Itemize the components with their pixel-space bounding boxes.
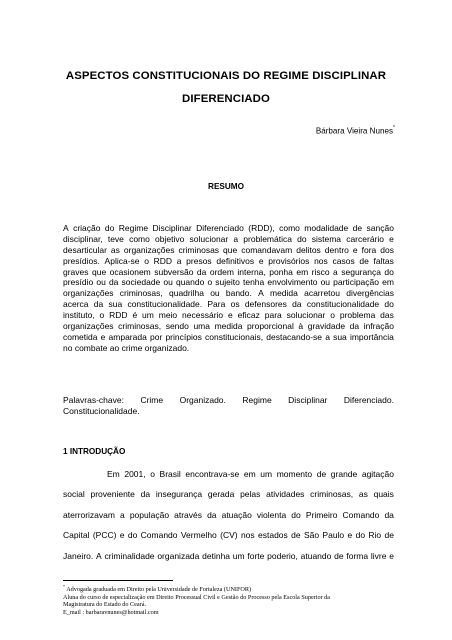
abstract-word: que [91,266,107,277]
introduction-word: encontrava-se [185,468,240,479]
abstract-word: solucionar [286,310,326,321]
abstract-word: e [352,244,358,255]
introduction-word: da [207,509,217,520]
abstract-word: Para [207,299,226,310]
abstract-line [63,288,394,299]
introduction-word: atuação [221,509,252,520]
abstract-word: a [325,331,330,342]
introduction-word: A [96,550,102,561]
abstract-body [63,223,394,354]
abstract-word: RDD [109,310,128,321]
abstract-word: RDD [153,255,173,266]
abstract-word: princípios [165,331,202,342]
abstract-word: Regime [118,223,149,233]
abstract-word: infração [363,321,394,332]
introduction-word: de [334,550,344,561]
abstract-word: um [142,310,154,321]
abstract-word: definitivos [216,255,255,266]
abstract-line: no combate ao crime organizado. [63,342,190,353]
abstract-word: da [196,266,207,277]
introduction-word: gerada [207,489,235,499]
abstract-word: modalidade [304,223,349,233]
introduction-word: Comando [342,509,380,520]
keyword-word: Diferenciado. [343,395,394,405]
author-name [316,126,395,136]
abstract-word: de [352,223,363,233]
abstract-word: a [176,255,182,266]
abstract-word: organizações [63,288,114,299]
abstract-word: a [233,233,239,244]
abstract-word: gravidade [307,321,346,332]
abstract-word: acarretou [304,288,341,299]
abstract-word: destacando-se [266,331,323,342]
keywords [63,395,394,417]
abstract-word: do [384,266,394,277]
abstract-word: faltas [373,255,394,266]
abstract-word: e [228,310,233,321]
abstract-word: dos [380,244,394,255]
abstract-word: teve [107,233,124,244]
abstract-line [63,234,394,245]
introduction-word: através [174,509,202,520]
abstract-word: dentro [324,244,349,255]
abstract-word: como [129,233,150,244]
abstract-word: criminosas, [119,288,163,299]
abstract-word: participação [333,277,379,288]
abstract-word: à [298,321,304,332]
abstract-word: objetivo [155,233,185,244]
introduction-word: insegurança [155,489,203,499]
introduction-word: criminalidade [104,550,155,561]
abstract-word: envolvimento [267,277,318,288]
abstract-word: em [382,277,394,288]
abstract-word: das [380,310,394,321]
abstract-word: quando [175,277,205,288]
introduction-word: social [63,489,85,499]
introduction-word: Brasil [159,468,181,479]
abstract-word: criminosas, [118,321,162,332]
introduction-word: proveniente [90,489,135,499]
introduction-word: criminosas, [310,489,354,499]
abstract-word: sua [108,299,123,310]
introduction-word: da [384,509,394,520]
abstract-word: defensores [244,299,287,310]
abstract-heading: RESUMO [208,182,244,191]
abstract-word: sua [333,331,347,342]
introduction-word: de [316,468,327,479]
abstract-word: o [207,277,213,288]
introduction-word: as [358,489,368,499]
introduction-word: do [291,509,301,520]
abstract-word: Aplica-se [104,255,140,266]
introduction-word: violenta [256,509,287,520]
keyword-word: Organizado. [179,395,226,405]
abstract-word: criminosas [178,244,220,255]
keyword-word: Regime [242,395,272,405]
abstract-word: sistema [311,233,342,244]
abstract-word: cometida [63,331,98,342]
introduction-word: Rio [368,530,382,540]
abstract-word: ou [210,288,220,299]
introduction-line [63,551,394,562]
introduction-word: forma [346,550,369,561]
abstract-word: nos [314,255,328,266]
keyword-word: Crime [140,395,164,405]
introduction-word: momento [276,468,313,479]
introduction-line [63,530,394,541]
footnote-line-1 [63,583,330,594]
introduction-word: um [260,468,273,479]
abstract-line [63,267,394,278]
section-heading-introduction: 1 INTRODUÇÃO [63,447,126,456]
abstract-word: medida [269,288,298,299]
abstract-word: delitos [296,244,321,255]
abstract-line [63,256,394,267]
abstract-word: o [330,310,335,321]
paper-title-line-2: DIFERENCIADO [182,93,270,105]
footnote-divider [63,580,173,581]
abstract-word: tenha [242,277,265,288]
footnotes [63,583,330,616]
abstract-word: constitucionais, [204,331,264,342]
abstract-word: ou [320,277,331,288]
footnote-line-4: E_mail : barbaravnunes@hotmail.com [63,608,159,616]
abstract-word: da [93,299,104,310]
abstract-word: Disciplinar [152,223,192,233]
introduction-word: do [355,530,366,540]
abstract-line [63,332,394,343]
keywords-line-2: Constitucionalidade. [63,405,140,416]
abstract-word: disciplinar, [63,233,103,244]
abstract-word: quadrilha [168,288,204,299]
abstract-word: constitucionalidade [306,299,380,310]
abstract-word: provisórios [268,255,310,266]
abstract-line [63,321,394,332]
abstract-word: solucionar [189,233,229,244]
abstract-word: por [149,331,163,342]
introduction-word: atividades [266,489,305,499]
abstract-word: meio [158,310,178,321]
abstract-word: o [144,255,149,266]
abstract-word: para [264,310,282,321]
author-name-text: Bárbara Vieira Nunes [315,126,394,136]
introduction-word: um [232,550,245,561]
abstract-word: proporcional [247,321,294,332]
abstract-word: de [359,255,369,266]
abstract-word: do [297,233,307,244]
abstract-word: em [296,266,309,277]
abstract-word: o [99,310,105,321]
abstract-word: e [258,255,264,266]
abstract-word: a [333,266,338,277]
abstract-line [63,277,394,288]
paper-title-line-1: ASPECTOS CONSTITUCIONAIS DO REGIME DISCIPLINAR [65,70,387,82]
introduction-word: de [291,530,301,540]
abstract-word: ponha [269,266,293,277]
abstract-word: ou [163,277,173,288]
abstract-word: risco [311,266,330,277]
introduction-word: de [384,530,394,540]
abstract-word: fora [361,244,377,255]
introduction-word: o [150,468,155,479]
abstract-word: A [63,223,69,233]
abstract-word: da [349,321,360,332]
abstract-word: presídio [63,277,94,288]
abstract-word: organizações [123,244,175,255]
abstract-word: criação [73,223,101,233]
introduction-line [63,489,394,500]
abstract-line [63,299,394,310]
author-footnote-marker: * [393,125,395,131]
abstract-word: sociedade [121,277,161,288]
introduction-word: livre [370,550,387,561]
abstract-word: as [110,244,120,255]
abstract-line [63,245,394,256]
abstract-word: e [389,233,394,244]
abstract-word: que [223,244,238,255]
introduction-word: forte [247,550,265,561]
introduction-word: da [140,489,151,499]
abstract-word: ou [96,277,106,288]
abstract-word: segurança [341,266,381,277]
introduction-word: Primeiro [305,509,338,520]
abstract-word: A [258,288,264,299]
introduction-word: quais [373,489,394,499]
introduction-word: atuando [300,550,332,561]
introduction-word: (PCC) [92,530,117,540]
introduction-word: 2001, [124,468,146,479]
abstract-word: e [100,331,106,342]
abstract-word: como [279,223,300,233]
keyword-word: Palavras-chave: [63,395,124,405]
footnote-marker: * [63,584,65,589]
abstract-word: presos [186,255,212,266]
abstract-word: da [108,277,119,288]
introduction-word: Janeiro. [63,550,94,561]
abstract-word: uma [193,321,210,332]
introduction-line [63,469,394,480]
abstract-word: necessário [182,310,224,321]
abstract-word: casos [332,255,355,266]
introduction-word: e [119,530,125,540]
introduction-word: do [127,530,138,540]
abstract-word: ordem [209,266,234,277]
introduction-word: e [389,550,394,561]
introduction-word: São [303,530,320,540]
footnote-line-1-text: Advogada graduada em Direito pela Universidade de Fortaleza (UNIFOR) [65,586,252,594]
introduction-body [63,459,394,562]
introduction-word: Em [107,468,120,479]
introduction-word: Paulo [322,530,345,540]
introduction-word: poderio, [267,550,298,561]
abstract-word: problema [339,310,376,321]
abstract-word: Diferenciado [196,223,244,233]
abstract-word: presídios. [63,255,100,266]
abstract-word: importância [349,331,394,342]
abstract-word: acerca [63,299,89,310]
introduction-word: (CV) [220,530,238,540]
abstract-line [63,223,394,234]
abstract-word: medida [214,321,243,332]
footnote-line-2: Aluna do curso de especialização em Direito Processual Civil e Gestão do Processo pela Escola Superior da [63,593,331,601]
abstract-word: comandavam [241,244,293,255]
introduction-word: Capital [63,530,90,540]
introduction-word: nos [240,530,255,540]
abstract-word: graves [63,266,89,277]
introduction-line [63,510,394,521]
abstract-word: subversão [154,266,194,277]
introduction-word: aterrorizavam [63,509,115,520]
abstract-word: instituto, [63,310,95,321]
abstract-word: da [292,299,302,310]
introduction-word: Vermelho [180,530,217,540]
introduction-word: estados [258,530,288,540]
introduction-word: grande [330,468,358,479]
abstract-word: (RDD), [248,223,275,233]
abstract-word: sanção [366,223,394,233]
introduction-word: Comando [140,530,178,540]
abstract-word: eficaz [237,310,260,321]
introduction-word: em [243,468,256,479]
abstract-word: constitucionalidade. [127,299,203,310]
introduction-word: agitação [361,468,394,479]
abstract-word: problemática [243,233,292,244]
introduction-word: organizada [157,550,200,561]
keyword-word: Disciplinar [288,395,328,405]
abstract-word: bando. [225,288,252,299]
introduction-word: e [347,530,353,540]
abstract-word: amparada [108,331,147,342]
abstract-word: sendo [165,321,189,332]
abstract-word: desarticular [63,244,107,255]
introduction-word: a [120,509,125,520]
abstract-word: do [104,223,115,233]
abstract-word: carcerário [346,233,384,244]
footnote-line-3: Magistratura do Estado do Ceará. [63,601,146,609]
abstract-word: interna, [237,266,266,277]
abstract-word: é [132,310,138,321]
keywords-line-1 [63,395,394,406]
abstract-word: do [384,299,394,310]
introduction-word: população [129,509,170,520]
abstract-word: os [230,299,240,310]
abstract-word: ocasionem [109,266,151,277]
abstract-line [63,310,394,321]
abstract-word: sujeito [215,277,240,288]
introduction-word: detinha [202,550,231,561]
introduction-word: pelas [240,489,261,499]
abstract-word: divergências [346,288,394,299]
abstract-word: organizações [63,321,114,332]
